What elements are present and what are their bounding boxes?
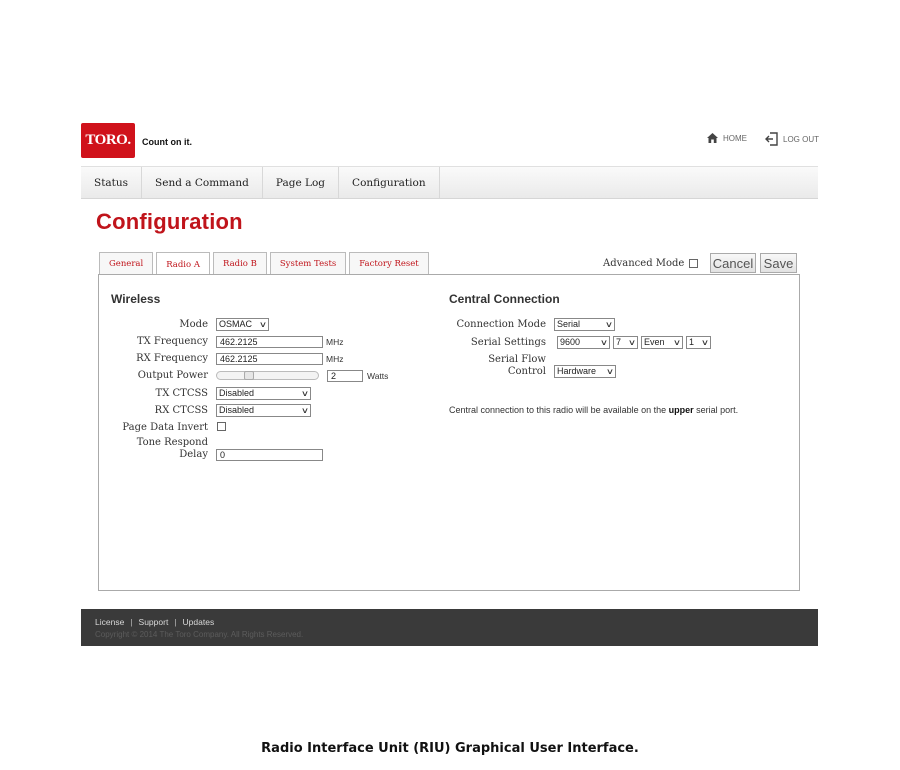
page-data-invert-label: Page Data Invert bbox=[122, 422, 208, 433]
flow-control-value: Hardware bbox=[557, 366, 597, 376]
tx-frequency-label: TX Frequency bbox=[136, 336, 208, 347]
page-title: Configuration bbox=[96, 209, 243, 234]
output-power-label: Output Power bbox=[137, 370, 208, 381]
baud-rate-value: 9600 bbox=[560, 337, 581, 347]
chevron-down-icon: ∨ bbox=[627, 338, 637, 347]
central-connection-note bbox=[449, 405, 738, 415]
mode-select[interactable] bbox=[216, 318, 269, 331]
config-tabs bbox=[99, 252, 429, 275]
chevron-down-icon: ∨ bbox=[672, 338, 682, 347]
tx-ctcss-select[interactable] bbox=[216, 387, 311, 400]
tab-radio-b[interactable]: Radio B bbox=[213, 252, 267, 275]
footer-link-support[interactable]: Support bbox=[138, 617, 169, 627]
serial-flow-control-label: Control bbox=[507, 366, 546, 377]
tx-ctcss-value: Disabled bbox=[219, 388, 255, 398]
tone-respond-delay-label: Delay bbox=[179, 449, 208, 460]
tab-system-tests[interactable]: System Tests bbox=[270, 252, 346, 275]
wireless-title: Wireless bbox=[111, 292, 161, 306]
advanced-mode bbox=[603, 258, 698, 269]
tab-radio-a[interactable]: Radio A bbox=[156, 252, 210, 276]
config-panel bbox=[98, 274, 800, 591]
chevron-down-icon: ∨ bbox=[599, 338, 609, 347]
tx-ctcss-label: TX CTCSS bbox=[155, 388, 208, 399]
tone-respond-delay-input[interactable]: 0 bbox=[216, 449, 323, 461]
home-label: HOME bbox=[723, 133, 747, 143]
data-bits-select[interactable] bbox=[613, 336, 638, 349]
footer-links bbox=[95, 617, 214, 627]
note-emphasis: upper bbox=[668, 405, 694, 415]
connection-mode-select[interactable] bbox=[554, 318, 615, 331]
rx-ctcss-select[interactable] bbox=[216, 404, 311, 417]
tagline: Count on it. bbox=[142, 137, 192, 147]
tab-general[interactable]: General bbox=[99, 252, 153, 275]
stop-bits-value: 1 bbox=[689, 337, 695, 347]
footer-link-license[interactable]: License bbox=[95, 617, 125, 627]
footer bbox=[81, 609, 818, 646]
flow-control-select[interactable] bbox=[554, 365, 616, 378]
note-prefix: Central connection to this radio will be available on the bbox=[449, 405, 669, 415]
tx-frequency-unit: MHz bbox=[326, 337, 344, 347]
cancel-button[interactable]: Cancel bbox=[710, 253, 756, 273]
rx-ctcss-label: RX CTCSS bbox=[154, 405, 208, 416]
stop-bits-select[interactable] bbox=[686, 336, 711, 349]
baud-rate-select[interactable] bbox=[557, 336, 610, 349]
figure-caption: Radio Interface Unit (RIU) Graphical User Interface. bbox=[261, 741, 639, 756]
data-bits-value: 7 bbox=[616, 337, 622, 347]
advanced-mode-label: Advanced Mode bbox=[603, 258, 685, 269]
logout-label: LOG OUT bbox=[783, 134, 820, 144]
output-power-input[interactable]: 2 bbox=[327, 370, 363, 382]
copyright: Copyright © 2014 The Toro Company. All Rights Reserved. bbox=[95, 630, 304, 639]
connection-mode-label: Connection Mode bbox=[456, 319, 546, 330]
serial-settings-label: Serial Settings bbox=[470, 337, 546, 348]
slider-handle[interactable] bbox=[244, 371, 254, 380]
chevron-down-icon: ∨ bbox=[604, 320, 614, 329]
advanced-mode-checkbox[interactable] bbox=[689, 259, 698, 268]
tab-factory-reset[interactable]: Factory Reset bbox=[349, 252, 429, 275]
chevron-down-icon: ∨ bbox=[605, 367, 615, 376]
footer-separator: | bbox=[174, 617, 177, 627]
tone-respond-label: Tone Respond bbox=[136, 437, 208, 448]
parity-select[interactable] bbox=[641, 336, 683, 349]
page-data-invert-checkbox[interactable] bbox=[217, 422, 226, 431]
nav-page-log[interactable]: Page Log bbox=[263, 167, 339, 198]
logout-icon bbox=[765, 132, 779, 146]
footer-separator: | bbox=[130, 617, 133, 627]
chevron-down-icon: ∨ bbox=[700, 338, 710, 347]
output-power-slider[interactable] bbox=[216, 371, 319, 380]
rx-frequency-label: RX Frequency bbox=[136, 353, 208, 364]
footer-link-updates[interactable]: Updates bbox=[182, 617, 215, 627]
mode-value: OSMAC bbox=[219, 319, 253, 329]
connection-mode-value: Serial bbox=[557, 319, 581, 329]
toro-logo[interactable] bbox=[81, 123, 135, 158]
rx-frequency-unit: MHz bbox=[326, 354, 344, 364]
chevron-down-icon: ∨ bbox=[258, 320, 268, 329]
central-connection-title: Central Connection bbox=[449, 292, 560, 306]
rx-ctcss-value: Disabled bbox=[219, 405, 255, 415]
home-icon bbox=[706, 132, 719, 144]
rx-frequency-input[interactable]: 462.2125 bbox=[216, 353, 323, 365]
logo-text: TORO. bbox=[85, 132, 131, 148]
output-power-unit: Watts bbox=[367, 371, 389, 381]
nav-configuration[interactable]: Configuration bbox=[339, 167, 440, 198]
parity-value: Even bbox=[644, 337, 665, 347]
home-link[interactable] bbox=[706, 132, 747, 144]
nav-status[interactable]: Status bbox=[81, 167, 142, 198]
serial-flow-label: Serial Flow bbox=[488, 354, 546, 365]
mode-label: Mode bbox=[179, 319, 208, 330]
chevron-down-icon: ∨ bbox=[300, 406, 310, 415]
chevron-down-icon: ∨ bbox=[300, 389, 310, 398]
note-suffix: serial port. bbox=[693, 405, 739, 415]
main-nav bbox=[81, 166, 818, 199]
logout-link[interactable] bbox=[765, 132, 819, 146]
save-button[interactable]: Save bbox=[760, 253, 797, 273]
nav-send-command[interactable]: Send a Command bbox=[142, 167, 263, 198]
tx-frequency-input[interactable]: 462.2125 bbox=[216, 336, 323, 348]
